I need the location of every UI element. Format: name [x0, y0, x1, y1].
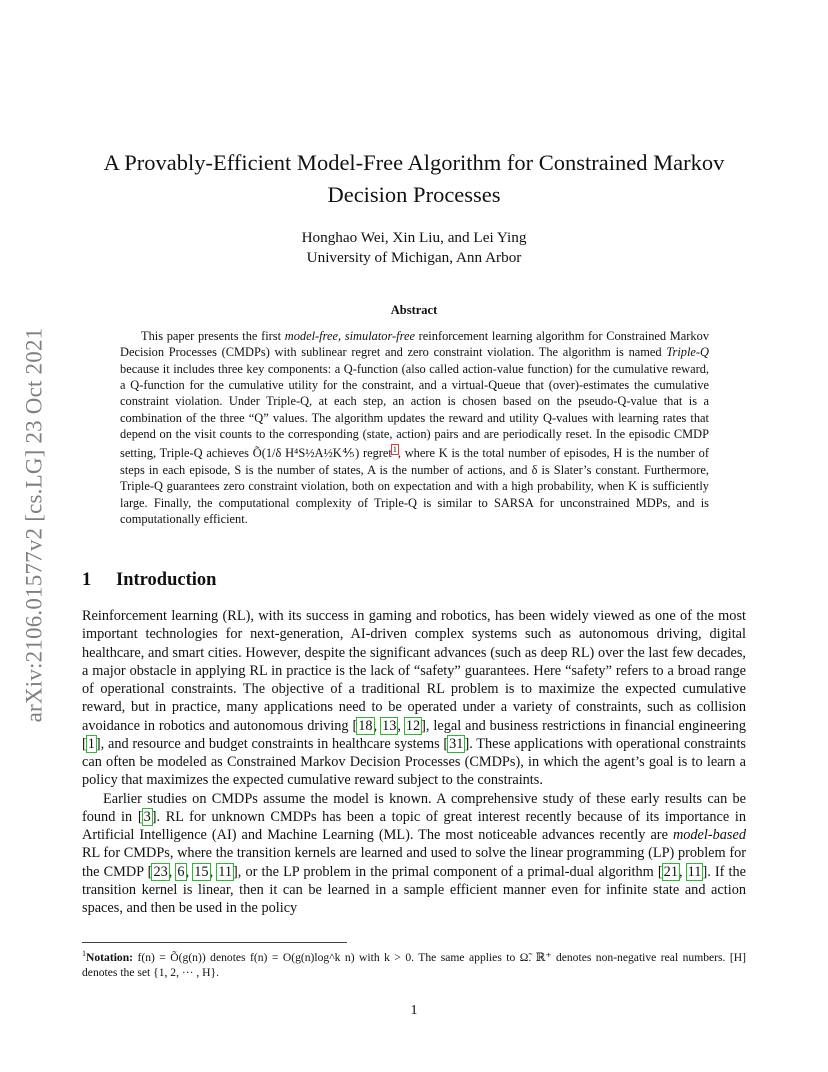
- body-paragraph: Earlier studies on CMDPs assume the model is known. A comprehensive study of these early results can be found in [3]. RL for unknown CMDPs has been a topic of great interest recently because of its importance in Artificial Intelligence (AI) and Machine Learning (ML). The most noticeable advances recently are model-based RL for CMDPs, where the transition kernels are learned and used to solve the linear programming (LP) problem for the CMDP [23, 6, 15, 11], or the LP problem in the primal component of a primal-dual algorithm [21, 11]. If the transition kernel is linear, then it can be learned in a sample efficient manner even for infinite state and action spaces, and then be used in the policy: [82, 790, 746, 916]
- abstract-text: reinforcement learning algorithm for Constrained Markov Decision Processes (CMDPs) with sublinear regret and zero constraint violation. The algorithm is named: [120, 329, 710, 360]
- arxiv-identifier-stamp: [19, 290, 49, 760]
- abstract-body: [120, 328, 709, 527]
- citation-link[interactable]: 11: [687, 863, 702, 880]
- body-text: ]. RL for unknown CMDPs has been a topic of great interest recently because of its importance in Artificial Intelligence (AI) and Machine Learning (ML). The most noticeable advances recently are: [82, 808, 746, 843]
- page-number: 1: [410, 1003, 418, 1018]
- section-heading: [82, 570, 216, 591]
- citation-link[interactable]: 23: [153, 863, 168, 880]
- body-text: Earlier studies on CMDPs assume the model is known. A comprehensive study of these early results can be found in [: [82, 790, 746, 825]
- body-text: ], legal and business restrictions in financial engineering [: [82, 717, 746, 752]
- citation-link[interactable]: 18: [358, 717, 373, 734]
- footnote-number: 1: [82, 949, 86, 958]
- abstract-text: , where K is the total number of episodes, H is the number of steps in each episode, S is the number of states, A is the number of actions, and δ is Slater’s constant. Furthermore, Triple-Q guarantees zero constraint violation, both on expectation and with a high probability, when K is sufficiently large. Finally, the computational complexity of Triple-Q is similar to SARSA for unconstrained MDPs, and is computationally efficient.: [120, 446, 709, 526]
- citation-link[interactable]: 3: [143, 808, 151, 825]
- body-text: ], and resource and budget constraints in healthcare systems [: [95, 735, 449, 752]
- regret-formula: Õ(1/δ H⁴S½A½K⅘): [252, 446, 360, 461]
- body-emphasis: model-based: [672, 827, 746, 843]
- body-text: ], or the LP problem in the primal component of a primal-dual algorithm [: [233, 863, 663, 880]
- body-text: ]. If the transition kernel is linear, then it can be learned in a sample efficient manner even for infinite state and action spaces, and then be used in the policy: [82, 863, 746, 916]
- author-block: [82, 228, 746, 267]
- abstract-heading: Abstract: [390, 303, 438, 317]
- citation-link[interactable]: 13: [382, 717, 397, 734]
- citation-link[interactable]: 15: [194, 863, 209, 880]
- introduction-body: [82, 607, 746, 917]
- author-affiliation: University of Michigan, Ann Arbor: [306, 248, 522, 266]
- arxiv-id-text: arXiv:2106.01577v2 [cs.LG] 23 Oct 2021: [21, 327, 47, 723]
- author-names: Honghao Wei, Xin Liu, and Lei Ying: [301, 229, 527, 246]
- citation-link[interactable]: 11: [218, 863, 233, 880]
- citation-link[interactable]: 12: [405, 717, 421, 734]
- body-text: RL for CMDPs, where the transition kernels are learned and used to solve the linear programming (LP) problem for the CMDP [: [82, 845, 746, 880]
- algorithm-name: Triple-Q: [666, 345, 709, 360]
- abstract-emphasis: simulator-free: [344, 329, 415, 343]
- paper-title: A Provably-Efficient Model-Free Algorithm for Constrained Markov Decision Processes: [103, 150, 725, 207]
- section-title: Introduction: [116, 570, 217, 590]
- abstract-text: regret: [359, 446, 392, 461]
- abstract-emphasis: model-free: [284, 329, 338, 343]
- body-text: Reinforcement learning (RL), with its success in gaming and robotics, has been widely viewed as one of the most important technologies for next-generation, AI-driven complex systems such as autonomous driving, digital healthcare, and smart cities. However, despite the significant advances (such as deep RL) over the last few decades, a major obstacle in applying RL in practice is the lack of “safety” guarantees. Here “safety” refers to a broad range of operational constraints. The objective of a traditional RL problem is to maximize the expected cumulative reward, but in practice, many applications need to be operated under a variety of constraints, such as collision avoidance in robotics and autonomous driving [: [82, 608, 746, 734]
- abstract-text: This paper presents the first: [141, 329, 285, 343]
- footnote-divider: [82, 942, 347, 943]
- footnote-link[interactable]: 1: [392, 445, 397, 455]
- abstract-paragraph: [120, 328, 709, 527]
- body-paragraph: Reinforcement learning (RL), with its success in gaming and robotics, has been widely viewed as one of the most important technologies for next-generation, AI-driven complex systems such as autonomous driving, digital healthcare, and smart cities. However, despite the significant advances (such as deep RL) over the last few decades, a major obstacle in applying RL in practice is the lack of “safety” guarantees. Here “safety” refers to a broad range of operational constraints. The objective of a traditional RL problem is to maximize the expected cumulative reward, but in practice, many applications need to be operated under a variety of constraints, such as collision avoidance in robotics and autonomous driving [18, 13, 12], legal and business restrictions in financial engineering [1], and resource and budget constraints in healthcare systems [31]. These applications with operational constraints can often be modeled as Constrained Markov Decision Processes (CMDPs), in which the agent’s goal is to learn a policy that maximizes the expected cumulative reward subject to the constraints.: [82, 608, 746, 789]
- citation-link[interactable]: 6: [177, 863, 185, 880]
- footnote-label: Notation:: [86, 950, 134, 964]
- abstract-text: because it includes three key components: a Q-function (also called action-value function) for the cumulative reward, a Q-function for the cumulative utility for the constraint, and a virtual-Queue that (over)-estimates the cumulative constraint violation. Under Triple-Q, at each step, an action is chosen based on the pseudo-Q-value that is a combination of the three “Q” values. The algorithm updates the reward and utility Q-values with learning rates that depend on the visit counts to the corresponding (state, action) pairs and are periodically reset. In the episodic CMDP setting, Triple-Q achieves: [120, 361, 709, 461]
- section-number: 1: [82, 570, 92, 590]
- footnote: [82, 946, 746, 981]
- citation-link[interactable]: 31: [449, 735, 464, 752]
- abstract-text: ,: [337, 329, 345, 343]
- body-text: ]. These applications with operational constraints can often be modeled as Constrained Markov Decision Processes (CMDPs), in which the agent’s goal is to learn a policy that maximizes the expected cumulative reward subject to the constraints.: [82, 735, 746, 789]
- citation-link[interactable]: 21: [663, 863, 678, 880]
- footnote-text: f(n) = Õ(g(n)) denotes f(n) = O(g(n)log^k n) with k > 0. The same applies to Ω̃. ℝ⁺ denotes non-negative real numbers. [H] denotes the set {1, 2, ··· , H}.: [82, 950, 746, 980]
- citation-link[interactable]: 1: [87, 735, 95, 752]
